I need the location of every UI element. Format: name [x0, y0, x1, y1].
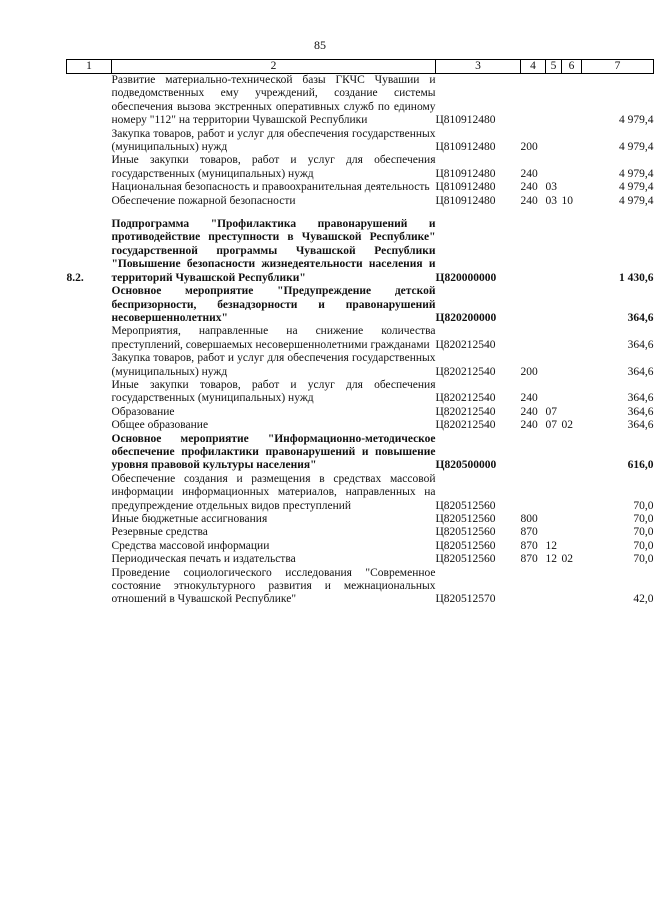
table-row — [67, 128, 654, 155]
target-code: Ц820512560 — [435, 539, 496, 552]
expense-type: 200 — [520, 141, 538, 154]
section: 12 — [545, 539, 557, 552]
row-number — [67, 154, 112, 181]
table-row — [67, 567, 654, 607]
header-col-7: 7 — [582, 60, 654, 74]
expense-type: 240 — [520, 419, 538, 432]
row-number — [67, 513, 112, 526]
row-number — [67, 352, 112, 379]
expense-type: 240 — [520, 405, 538, 418]
target-code: Ц820512570 — [435, 593, 496, 606]
table-body — [67, 74, 654, 607]
row-name: Обеспечение пожарной безопасности — [111, 194, 296, 207]
target-code: Ц820212540 — [435, 419, 496, 432]
table-row — [67, 74, 654, 128]
subsection — [562, 433, 582, 473]
amount: 70,0 — [633, 513, 654, 525]
target-code: Ц810912480 — [435, 194, 496, 207]
expense-type: 240 — [520, 194, 538, 207]
amount: 364,6 — [627, 338, 654, 351]
header-col-4: 4 — [521, 60, 546, 74]
row-name: Средства массовой информации — [111, 539, 270, 552]
amount: 364,6 — [627, 419, 654, 432]
target-code: Ц820512560 — [435, 513, 496, 525]
amount: 364,6 — [627, 392, 654, 405]
section: 03 — [545, 194, 557, 207]
table-row — [67, 352, 654, 379]
row-name: Периодическая печать и издательства — [111, 553, 296, 566]
table-row — [67, 553, 654, 566]
section — [546, 526, 562, 539]
table-row — [67, 406, 654, 419]
row-number — [67, 553, 112, 566]
section: 03 — [545, 181, 557, 194]
amount: 70,0 — [633, 526, 654, 539]
table-row — [67, 513, 654, 526]
section: 07 — [545, 419, 557, 432]
header-col-2: 2 — [112, 60, 436, 74]
amount: 70,0 — [633, 499, 654, 512]
row-name: Закупка товаров, работ и услуг для обеспечения государственных (муниципальных) нужд — [111, 127, 436, 154]
expense-type: 870 — [520, 539, 538, 552]
header-col-5: 5 — [546, 60, 562, 74]
expense-type — [521, 325, 546, 352]
target-code: Ц810912480 — [435, 181, 496, 194]
amount: 42,0 — [633, 593, 654, 606]
table-row — [67, 526, 654, 539]
subsection — [562, 567, 582, 607]
section — [546, 154, 562, 181]
subsection: 02 — [561, 419, 573, 432]
expense-type: 240 — [520, 167, 538, 180]
row-number — [67, 540, 112, 553]
section — [546, 218, 562, 285]
row-name: Резервные средства — [111, 526, 208, 539]
section — [546, 567, 562, 607]
row-number — [67, 567, 112, 607]
header-col-6: 6 — [562, 60, 582, 74]
table-row — [67, 285, 654, 325]
subsection — [562, 128, 582, 155]
row-name: Проведение социологического исследования "Современное состояние этнокультурного развития и межнациональных отношений в Чувашской Республике" — [111, 566, 436, 606]
amount: 364,6 — [627, 311, 654, 324]
section — [546, 325, 562, 352]
row-number — [67, 406, 112, 419]
subsection: 02 — [561, 553, 573, 566]
section — [546, 433, 562, 473]
row-number — [67, 473, 112, 513]
row-name: Основное мероприятие "Предупреждение детской беспризорности, безнадзорности и правонарушений несовершеннолетних" — [111, 285, 436, 324]
subsection — [562, 181, 582, 194]
expense-type: 870 — [520, 553, 538, 566]
row-number — [67, 285, 112, 325]
target-code: Ц820212540 — [435, 338, 496, 351]
budget-table — [66, 59, 654, 607]
subsection — [562, 406, 582, 419]
amount: 70,0 — [633, 553, 654, 566]
row-name: Развитие материально-технической базы ГКЧС Чувашии и подведомственных ему учреждений, создание системы обеспечения вызова экстренных оперативных служб по единому номеру "112" на территории Чувашской Республики — [111, 74, 436, 127]
row-number — [67, 433, 112, 473]
table-row — [67, 181, 654, 194]
amount: 70,0 — [633, 539, 654, 552]
section — [546, 473, 562, 513]
subsection — [562, 218, 582, 285]
row-name: Закупка товаров, работ и услуг для обеспечения государственных (муниципальных) нужд — [111, 352, 436, 378]
row-name: Иные закупки товаров, работ и услуг для обеспечения государственных (муниципальных) нужд — [111, 378, 436, 405]
row-number: 8.2. — [66, 271, 84, 284]
expense-type — [521, 74, 546, 128]
subsection — [562, 325, 582, 352]
row-name: Основное мероприятие "Информационно-методическое обеспечение профилактики правонарушений и повышение уровня правовой культуры населения" — [111, 432, 436, 472]
row-number — [67, 325, 112, 352]
target-code: Ц820212540 — [435, 405, 496, 418]
expense-type — [521, 473, 546, 513]
table-row — [67, 195, 654, 208]
subsection — [562, 352, 582, 379]
section — [546, 74, 562, 128]
amount: 616,0 — [627, 459, 654, 472]
target-code: Ц820000000 — [435, 271, 497, 284]
table-row — [67, 473, 654, 513]
target-code: Ц820200000 — [435, 311, 497, 324]
row-number — [67, 74, 112, 128]
amount: 4 979,4 — [619, 141, 654, 154]
target-code: Ц820500000 — [435, 459, 497, 472]
section: 12 — [545, 553, 557, 566]
expense-type: 240 — [520, 181, 538, 194]
section — [546, 513, 562, 526]
subsection: 10 — [561, 194, 573, 207]
section: 07 — [545, 405, 557, 418]
expense-type: 870 — [520, 526, 538, 539]
header-col-3: 3 — [436, 60, 521, 74]
row-spacer — [67, 208, 654, 218]
expense-type — [521, 433, 546, 473]
expense-type: 800 — [520, 513, 538, 525]
section — [546, 285, 562, 325]
amount: 4 979,4 — [619, 167, 654, 180]
target-code: Ц810912480 — [435, 114, 496, 127]
subsection — [562, 540, 582, 553]
row-number — [67, 195, 112, 208]
table-row — [67, 218, 654, 285]
expense-type: 200 — [520, 365, 538, 378]
expense-type — [521, 567, 546, 607]
row-name: Подпрограмма "Профилактика правонарушений и противодействие преступности в Чувашской Республике" государственной программы Чувашской Республики "Повышение безопасности жизнедеятельности населения и территорий Чувашской Республики" — [111, 218, 436, 284]
row-name: Иные закупки товаров, работ и услуг для обеспечения государственных (муниципальных) нужд — [111, 154, 436, 180]
subsection — [562, 74, 582, 128]
table-row — [67, 419, 654, 432]
table-row — [67, 540, 654, 553]
row-number — [67, 181, 112, 194]
row-name: Иные бюджетные ассигнования — [111, 513, 268, 525]
table-row — [67, 433, 654, 473]
row-name: Образование — [111, 405, 175, 418]
target-code: Ц820512560 — [435, 526, 496, 539]
subsection — [562, 473, 582, 513]
row-name: Общее образование — [111, 419, 209, 432]
table-header-row — [67, 60, 654, 74]
target-code: Ц820512560 — [435, 553, 496, 566]
amount: 4 979,4 — [619, 114, 654, 127]
table-row — [67, 154, 654, 181]
section — [546, 128, 562, 155]
section — [546, 352, 562, 379]
subsection — [562, 285, 582, 325]
row-number — [67, 419, 112, 432]
amount: 364,6 — [627, 365, 654, 378]
section — [546, 379, 562, 406]
amount: 1 430,6 — [619, 271, 654, 284]
subsection — [562, 513, 582, 526]
row-name: Мероприятия, направленные на снижение количества преступлений, совершаемых несовершеннолетними гражданами — [111, 325, 436, 351]
expense-type — [521, 285, 546, 325]
amount: 364,6 — [627, 405, 654, 418]
page-number: 85 — [314, 38, 326, 52]
row-number — [67, 379, 112, 406]
header-col-1: 1 — [67, 60, 112, 74]
subsection — [562, 154, 582, 181]
row-number — [67, 526, 112, 539]
expense-type — [521, 218, 546, 285]
row-name: Национальная безопасность и правоохранительная деятельность — [111, 181, 430, 194]
target-code: Ц820212540 — [435, 392, 496, 405]
expense-type: 240 — [520, 392, 538, 405]
row-name: Обеспечение создания и размещения в средствах массовой информации информационных материалов, направленных на предупреждение отдельных видов преступлений — [111, 472, 436, 512]
table-row — [67, 379, 654, 406]
amount: 4 979,4 — [619, 194, 654, 207]
target-code: Ц820212540 — [435, 365, 496, 378]
amount: 4 979,4 — [619, 181, 654, 194]
table-row — [67, 325, 654, 352]
row-number — [67, 128, 112, 155]
target-code: Ц820512560 — [435, 499, 496, 512]
target-code: Ц810912480 — [435, 141, 496, 154]
target-code: Ц810912480 — [435, 167, 496, 180]
subsection — [562, 379, 582, 406]
subsection — [562, 526, 582, 539]
